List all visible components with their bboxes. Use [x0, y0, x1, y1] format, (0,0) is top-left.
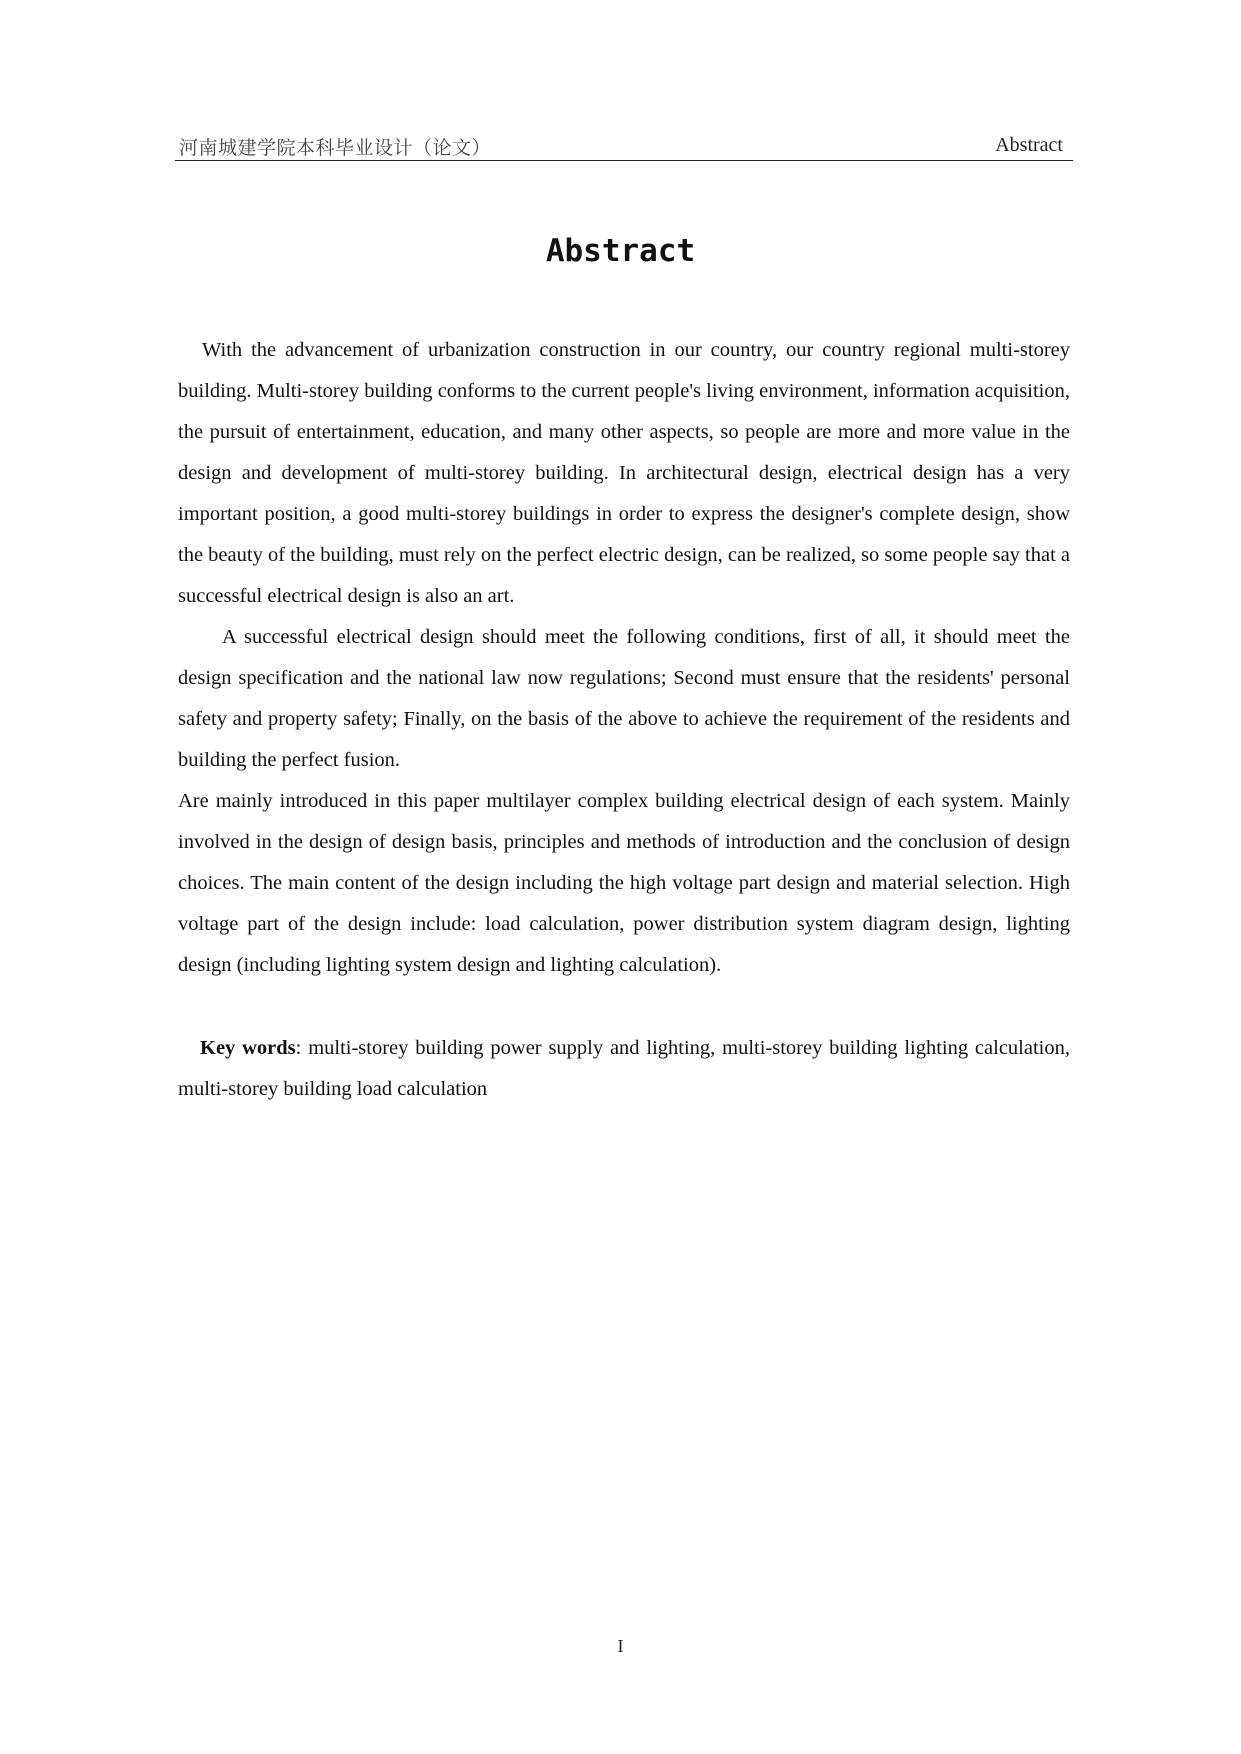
page-number: I — [617, 1636, 624, 1656]
abstract-title: Abstract — [545, 233, 696, 269]
abstract-paragraph-3: Are mainly introduced in this paper multilayer complex building electrical design of each system. Mainly involved in the design of design basis, principles and methods of introduction and the conclusion of design choices. The main content of the design including the high voltage part design and material selection. High voltage part of the design include: load calculation, power distribution system diagram design, lighting design (including lighting system design and lighting calculation). — [178, 790, 1070, 976]
abstract-paragraph-1: With the advancement of urbanization construction in our country, our country regional multi-storey building. Multi-storey building conforms to the current people's living environment, information acquisition, the pursuit of entertainment, education, and many other aspects, so people are more and more value in the design and development of multi-storey building. In architectural design, electrical design has a very important position, a good multi-storey buildings in order to express the designer's complete design, show the beauty of the building, must rely on the perfect electric design, can be realized, so some people say that a successful electrical design is also an art. — [178, 339, 1071, 607]
keywords-block — [178, 1028, 1070, 1110]
abstract-paragraph-2: A successful electrical design should meet the following conditions, first of all, it should meet the design specification and the national law now regulations; Second must ensure that the residents' personal safety and property safety; Finally, on the basis of the above to achieve the requirement of the residents and building the perfect fusion. — [178, 626, 1070, 771]
header-section-title: Abstract — [995, 134, 1063, 156]
page-header — [175, 130, 1073, 161]
keywords-separator: : — [295, 1037, 309, 1059]
keywords-text: multi-storey building power supply and lighting, multi-storey building lighting calculation, multi-storey building load calculation — [178, 1037, 1070, 1100]
keywords-label: Key words — [200, 1037, 296, 1059]
header-institution-title: 河南城建学院本科毕业设计（论文） — [179, 137, 492, 159]
abstract-body — [178, 330, 1070, 986]
